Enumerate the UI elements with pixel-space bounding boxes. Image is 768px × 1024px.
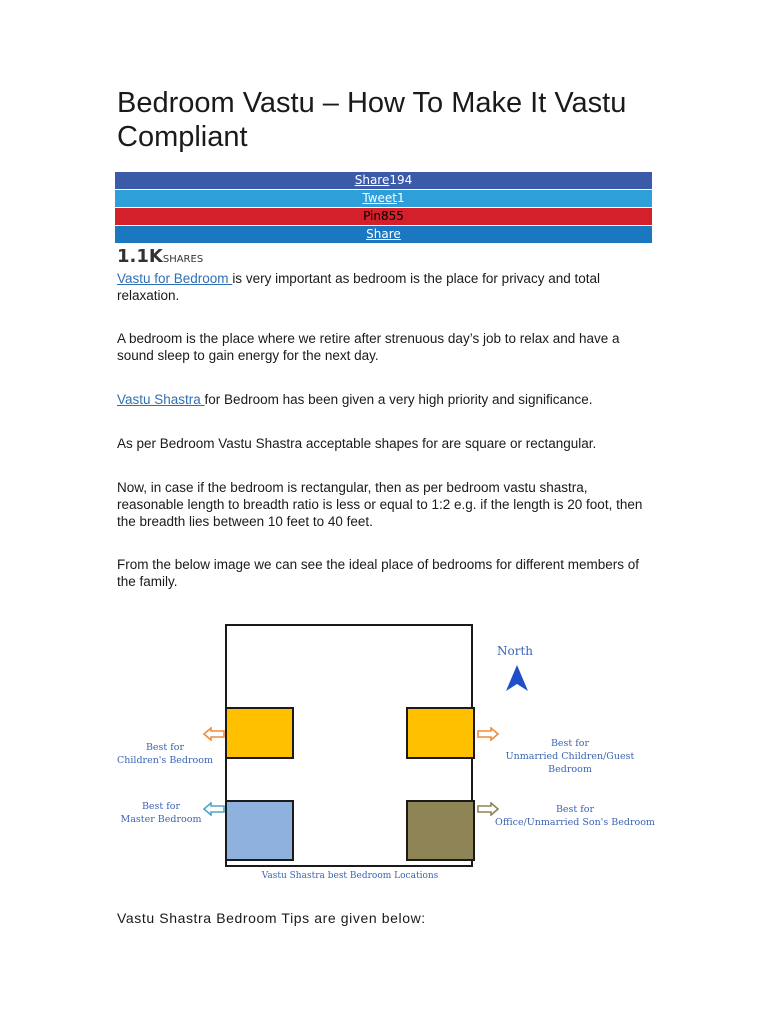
diagram-caption: Vastu Shastra best Bedroom Locations <box>261 871 439 881</box>
paragraph-priority <box>117 391 647 408</box>
paragraph-image-intro: From the below image we can see the ideal place of bedrooms for different members of the family. <box>117 557 640 589</box>
room-children <box>225 707 294 759</box>
arrow-master <box>204 803 224 815</box>
total-shares-label: SHARES <box>162 254 204 265</box>
facebook-share-button[interactable] <box>115 172 652 189</box>
total-shares <box>117 246 203 267</box>
label-unmarried-line1: Best for <box>550 738 590 749</box>
label-master-line1: Best for <box>141 801 181 812</box>
generic-share-label[interactable]: Share <box>366 227 401 241</box>
label-master-bedroom <box>115 800 207 826</box>
label-children-bedroom <box>115 741 215 767</box>
bedroom-locations-diagram <box>115 615 655 890</box>
pinterest-share-label[interactable]: Pin <box>363 209 381 223</box>
north-label: North <box>497 644 534 658</box>
label-unmarried-bedroom <box>487 737 653 776</box>
paragraph-ratio: Now, in case if the bedroom is rectangular, then as per bedroom vastu shastra, reasonable length to breadth ratio is less or equal to 1:2 e.g. if the length is 20 foot, then the breadth lies between 10 feet to 40 feet. <box>117 480 643 529</box>
room-office <box>406 800 475 861</box>
label-children-line2: Children's Bedroom <box>116 755 213 766</box>
north-arrow-icon <box>506 665 528 691</box>
arrow-left-icon <box>203 727 225 741</box>
generic-share-button[interactable] <box>115 226 652 243</box>
paragraph-intro-text: is very important as bedroom is the place for privacy and total relaxation. <box>117 271 600 303</box>
vastu-for-bedroom-link[interactable]: Vastu for Bedroom <box>117 271 233 286</box>
twitter-share-count: 1 <box>397 191 405 205</box>
facebook-share-count: 194 <box>389 173 413 187</box>
paragraph-retire: A bedroom is the place where we retire after strenuous day’s job to relax and have a sound sleep to gain energy for the next day. <box>117 331 620 363</box>
tips-heading: Vastu Shastra Bedroom Tips are given below: <box>117 910 426 926</box>
room-unmarried-guest <box>406 707 475 759</box>
label-master-line2: Master Bedroom <box>120 814 202 825</box>
pinterest-share-button[interactable] <box>115 208 652 225</box>
label-unmarried-line2: Unmarried Children/Guest Bedroom <box>505 751 635 775</box>
twitter-share-label[interactable]: Tweet <box>362 191 397 205</box>
pinterest-share-count: 855 <box>381 209 404 223</box>
twitter-share-button[interactable] <box>115 190 652 207</box>
label-office-bedroom <box>495 803 655 829</box>
paragraph-priority-text: for Bedroom has been given a very high priority and significance. <box>204 392 593 407</box>
label-office-line2: Office/Unmarried Son's Bedroom <box>495 817 655 828</box>
facebook-share-label[interactable]: Share <box>354 173 390 187</box>
paragraph-intro <box>117 270 647 304</box>
label-children-line1: Best for <box>145 742 185 753</box>
label-office-line1: Best for <box>555 804 595 815</box>
paragraph-shapes: As per Bedroom Vastu Shastra acceptable shapes for are square or rectangular. <box>117 436 597 451</box>
room-master <box>225 800 294 861</box>
vastu-shastra-link[interactable]: Vastu Shastra <box>117 392 205 407</box>
page-title: Bedroom Vastu – How To Make It Vastu Compliant <box>117 87 627 153</box>
arrow-children <box>204 728 224 740</box>
north-arrow-shape <box>506 665 528 691</box>
total-shares-count: 1.1K <box>117 246 163 267</box>
